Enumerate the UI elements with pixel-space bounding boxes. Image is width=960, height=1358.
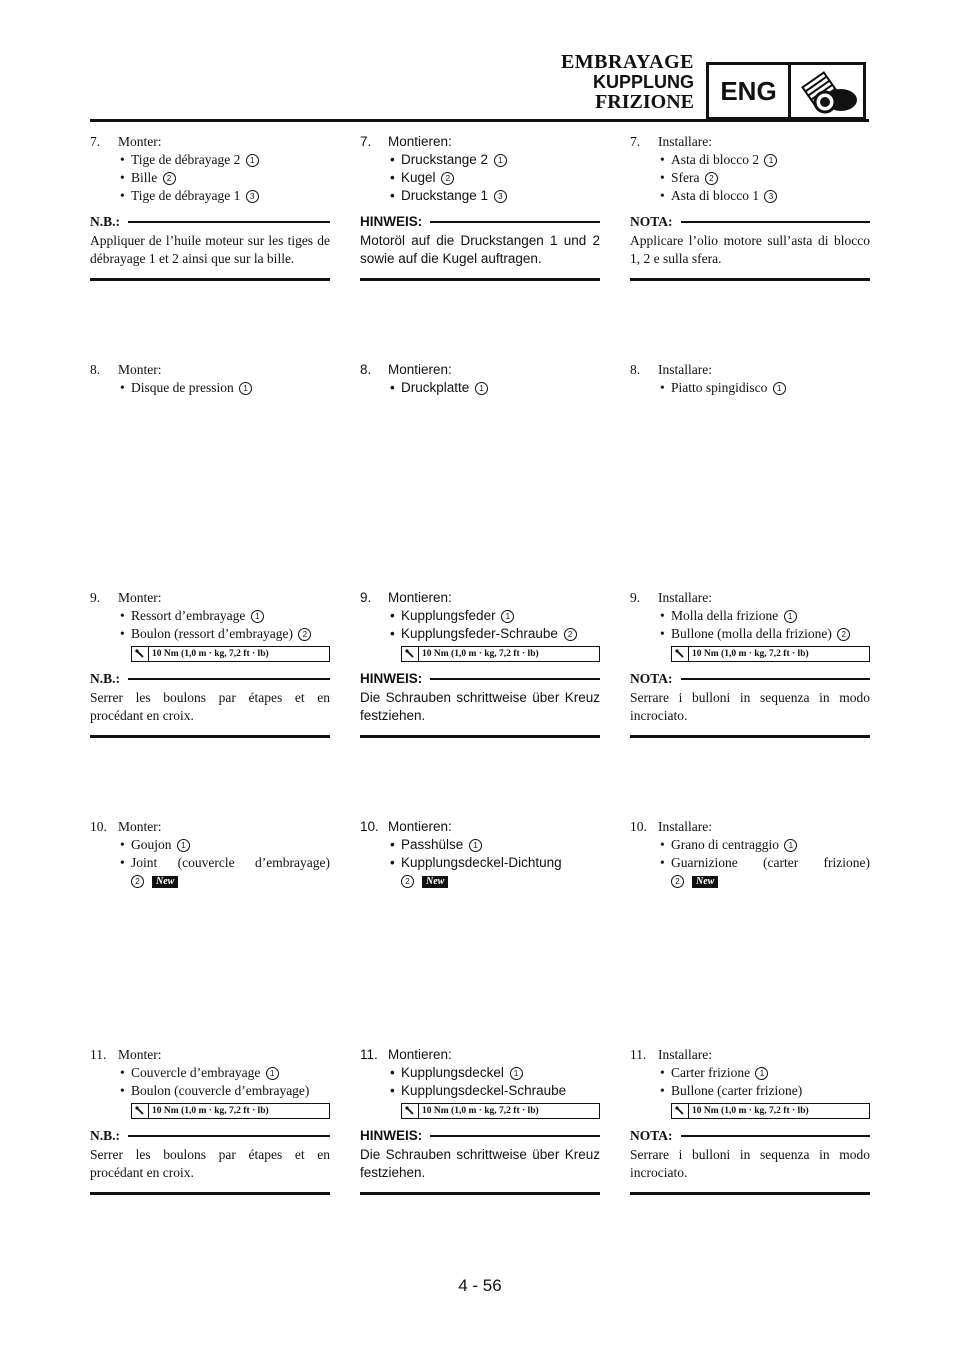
callout-3: 3 xyxy=(246,190,259,203)
step-number: 11. xyxy=(630,1047,647,1062)
note-label: N.B.: xyxy=(90,214,120,229)
step-number: 10. xyxy=(90,819,107,834)
step-number: 9. xyxy=(360,590,372,605)
list-item: • Kupplungsdeckel-Dichtung xyxy=(360,854,600,872)
step-title: Monter: xyxy=(118,362,162,377)
fr-step-8 xyxy=(90,361,330,397)
step-title: Montieren: xyxy=(388,362,452,377)
wrench-icon xyxy=(132,1104,149,1118)
step-title: Installare: xyxy=(658,1047,712,1062)
callout-1: 1 xyxy=(246,154,259,167)
torque-value: 10 Nm (1,0 m · kg, 7,2 ft · lb) xyxy=(422,649,539,659)
torque-value: 10 Nm (1,0 m · kg, 7,2 ft · lb) xyxy=(692,1106,809,1116)
list-item: • Disque de pression 1 xyxy=(90,379,330,397)
torque-value: 10 Nm (1,0 m · kg, 7,2 ft · lb) xyxy=(422,1106,539,1116)
callout-2: 2 xyxy=(441,172,454,185)
step-title: Montieren: xyxy=(388,590,452,605)
step-number: 7. xyxy=(360,134,372,149)
note-block xyxy=(360,670,600,738)
note-label: HINWEIS: xyxy=(360,1128,423,1143)
list-item-cont xyxy=(630,872,870,890)
wrench-icon xyxy=(132,647,149,661)
list-item: • Couvercle d’embrayage 1 xyxy=(90,1064,330,1082)
callout-2: 2 xyxy=(163,172,176,185)
list-item: • Boulon (ressort d’embrayage) 2 xyxy=(90,625,330,643)
step-number: 11. xyxy=(360,1047,378,1062)
section-label: ENG xyxy=(709,65,791,117)
new-badge: New xyxy=(422,876,448,888)
fr-step-11 xyxy=(90,1046,330,1195)
step-number: 8. xyxy=(630,362,641,377)
torque-spec xyxy=(401,1103,600,1119)
note-rule xyxy=(360,1192,600,1195)
torque-value: 10 Nm (1,0 m · kg, 7,2 ft · lb) xyxy=(152,1106,269,1116)
note-rule xyxy=(90,735,330,738)
note-text: Serrer les boulons par étapes et en procédant en croix. xyxy=(90,690,330,723)
step-number: 9. xyxy=(630,590,641,605)
list-item: • Asta di blocco 1 3 xyxy=(630,187,870,205)
callout-1: 1 xyxy=(764,154,777,167)
callout-1: 1 xyxy=(784,610,797,623)
fr-step-10 xyxy=(90,818,330,890)
note-text: Motoröl auf die Druckstangen 1 und 2 sowie auf die Kugel auftragen. xyxy=(360,233,600,266)
callout-1: 1 xyxy=(251,610,264,623)
list-item: • Goujon 1 xyxy=(90,836,330,854)
step-title: Installare: xyxy=(658,134,712,149)
callout-1: 1 xyxy=(469,839,482,852)
step-number: 11. xyxy=(90,1047,107,1062)
note-block xyxy=(630,213,870,281)
note-label: NOTA: xyxy=(630,214,673,229)
callout-2: 2 xyxy=(671,875,684,888)
note-rule xyxy=(90,1192,330,1195)
de-step-9 xyxy=(360,589,600,738)
list-item: • Tige de débrayage 1 3 xyxy=(90,187,330,205)
torque-spec xyxy=(401,646,600,662)
title-fr: EMBRAYAGE xyxy=(560,51,694,73)
step-title: Monter: xyxy=(118,819,162,834)
list-item: • Druckplatte 1 xyxy=(360,379,600,397)
note-block xyxy=(630,1127,870,1195)
callout-1: 1 xyxy=(784,839,797,852)
note-rule xyxy=(630,735,870,738)
callout-2: 2 xyxy=(298,628,311,641)
new-badge: New xyxy=(152,876,178,888)
note-label: N.B.: xyxy=(90,1128,120,1143)
torque-spec xyxy=(671,1103,870,1119)
list-item: • Kupplungsdeckel-Schraube xyxy=(360,1082,600,1100)
callout-3: 3 xyxy=(764,190,777,203)
title-it: FRIZIONE xyxy=(595,91,694,113)
it-step-7 xyxy=(630,133,870,281)
wrench-icon xyxy=(402,647,419,661)
callout-2: 2 xyxy=(705,172,718,185)
note-label: NOTA: xyxy=(630,671,673,686)
callout-2: 2 xyxy=(131,875,144,888)
callout-2: 2 xyxy=(564,628,577,641)
list-item: • Druckstange 1 3 xyxy=(360,187,600,205)
callout-1: 1 xyxy=(266,1067,279,1080)
list-item: • Kupplungsfeder-Schraube 2 xyxy=(360,625,600,643)
de-step-7 xyxy=(360,133,600,281)
step-title: Installare: xyxy=(658,819,712,834)
step-number: 10. xyxy=(360,819,379,834)
torque-value: 10 Nm (1,0 m · kg, 7,2 ft · lb) xyxy=(692,649,809,659)
it-step-9 xyxy=(630,589,870,738)
de-step-11 xyxy=(360,1046,600,1195)
section-titles xyxy=(561,52,694,112)
title-de: KUPPLUNG xyxy=(592,72,694,92)
list-item: • Asta di blocco 2 1 xyxy=(630,151,870,169)
list-item: • Bullone (molla della frizione) 2 xyxy=(630,625,870,643)
torque-spec xyxy=(131,646,330,662)
list-item: • Tige de débrayage 2 1 xyxy=(90,151,330,169)
note-rule xyxy=(360,278,600,281)
it-step-10 xyxy=(630,818,870,890)
callout-1: 1 xyxy=(510,1067,523,1080)
callout-1: 1 xyxy=(501,610,514,623)
callout-1: 1 xyxy=(494,154,507,167)
note-block xyxy=(630,670,870,738)
note-text: Die Schrauben schrittweise über Kreuz festziehen. xyxy=(360,690,600,723)
step-title: Monter: xyxy=(118,1047,162,1062)
note-text: Appliquer de l’huile moteur sur les tiges de débrayage 1 et 2 ainsi que sur la bille. xyxy=(90,233,330,266)
step-number: 7. xyxy=(90,134,101,149)
list-item: • Druckstange 2 1 xyxy=(360,151,600,169)
torque-spec xyxy=(671,646,870,662)
callout-2: 2 xyxy=(837,628,850,641)
wrench-icon xyxy=(402,1104,419,1118)
note-text: Serrare i bulloni in sequenza in modo incrociato. xyxy=(630,690,870,723)
wrench-icon xyxy=(672,647,689,661)
fr-step-9 xyxy=(90,589,330,738)
step-number: 8. xyxy=(90,362,101,377)
step-title: Installare: xyxy=(658,590,712,605)
note-text: Serrare i bulloni in sequenza in modo incrociato. xyxy=(630,1147,870,1180)
note-text: Die Schrauben schrittweise über Kreuz festziehen. xyxy=(360,1147,600,1180)
list-item: • Piatto spingidisco 1 xyxy=(630,379,870,397)
note-label: HINWEIS: xyxy=(360,671,423,686)
callout-1: 1 xyxy=(177,839,190,852)
list-item-cont xyxy=(90,872,330,890)
note-block xyxy=(90,213,330,281)
list-item: • Carter frizione 1 xyxy=(630,1064,870,1082)
step-number: 9. xyxy=(90,590,101,605)
step-number: 8. xyxy=(360,362,372,377)
new-badge: New xyxy=(692,876,718,888)
note-text: Serrer les boulons par étapes et en procédant en croix. xyxy=(90,1147,330,1180)
callout-1: 1 xyxy=(755,1067,768,1080)
it-step-8 xyxy=(630,361,870,397)
step-number: 7. xyxy=(630,134,641,149)
note-text: Applicare l’olio motore sull’asta di blocco 1, 2 e sulla sfera. xyxy=(630,233,870,266)
list-item: • Passhülse 1 xyxy=(360,836,600,854)
note-block xyxy=(90,670,330,738)
step-title: Montieren: xyxy=(388,819,452,834)
list-item: • Grano di centraggio 1 xyxy=(630,836,870,854)
note-label: NOTA: xyxy=(630,1128,673,1143)
note-rule xyxy=(360,735,600,738)
wrench-icon xyxy=(672,1104,689,1118)
step-title: Montieren: xyxy=(388,134,452,149)
de-step-10 xyxy=(360,818,600,890)
list-item: • Bille 2 xyxy=(90,169,330,187)
torque-spec xyxy=(131,1103,330,1119)
note-block xyxy=(360,213,600,281)
list-item: • Ressort d’embrayage 1 xyxy=(90,607,330,625)
note-block xyxy=(360,1127,600,1195)
note-rule xyxy=(630,1192,870,1195)
torque-value: 10 Nm (1,0 m · kg, 7,2 ft · lb) xyxy=(152,649,269,659)
step-number: 10. xyxy=(630,819,647,834)
list-item: • Kugel 2 xyxy=(360,169,600,187)
list-item: • Sfera 2 xyxy=(630,169,870,187)
de-step-8 xyxy=(360,361,600,397)
list-item: • Kupplungsdeckel 1 xyxy=(360,1064,600,1082)
list-item-cont xyxy=(360,872,600,890)
page-number: 4 - 56 xyxy=(458,1276,502,1295)
step-title: Monter: xyxy=(118,590,162,605)
it-step-11 xyxy=(630,1046,870,1195)
note-label: N.B.: xyxy=(90,671,120,686)
step-title: Monter: xyxy=(118,134,162,149)
header-rule xyxy=(90,119,869,122)
callout-1: 1 xyxy=(475,382,488,395)
note-block xyxy=(90,1127,330,1195)
list-item: • Kupplungsfeder 1 xyxy=(360,607,600,625)
step-title: Montieren: xyxy=(388,1047,452,1062)
list-item: • Guarnizione (carter frizione) xyxy=(630,854,870,872)
note-label: HINWEIS: xyxy=(360,214,423,229)
list-item: • Boulon (couvercle d’embrayage) xyxy=(90,1082,330,1100)
list-item: • Molla della frizione 1 xyxy=(630,607,870,625)
callout-2: 2 xyxy=(401,875,414,888)
engine-icon xyxy=(791,65,863,117)
list-item: • Joint (couvercle d’embrayage) xyxy=(90,854,330,872)
section-badge xyxy=(706,62,866,120)
note-rule xyxy=(90,278,330,281)
note-rule xyxy=(630,278,870,281)
callout-1: 1 xyxy=(239,382,252,395)
list-item: • Bullone (carter frizione) xyxy=(630,1082,870,1100)
callout-1: 1 xyxy=(773,382,786,395)
callout-3: 3 xyxy=(494,190,507,203)
step-title: Installare: xyxy=(658,362,712,377)
fr-step-7 xyxy=(90,133,330,281)
